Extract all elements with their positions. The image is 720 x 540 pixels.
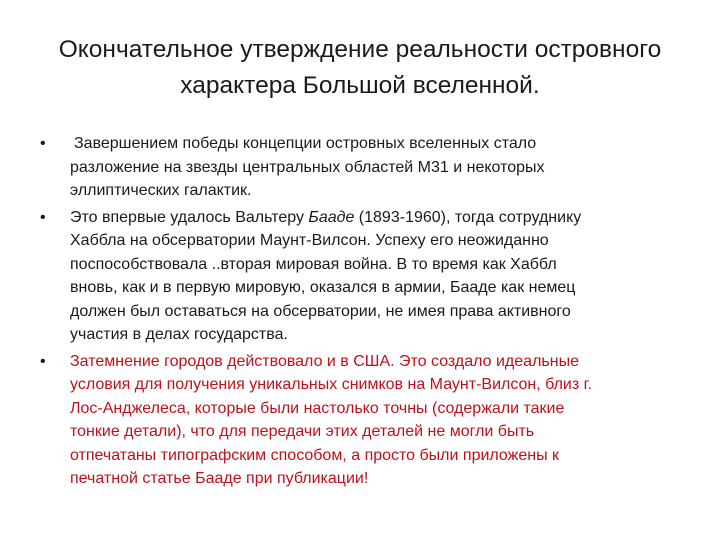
title-line-2: характера Большой вселенной.: [180, 72, 540, 99]
bullet-3-line-5: отпечатаны типографским способом, а просто были приложены к: [70, 446, 560, 464]
bullet-icon: •: [40, 352, 46, 370]
bullet-2-line-4: вновь, как и в первую мировую, оказался в армии, Бааде как немец: [70, 279, 576, 296]
bullet-item-3: [40, 350, 680, 491]
bullet-icon: •: [40, 135, 46, 152]
bullet-3-line-3: Лос-Анджелеса, которые были настолько точны (содержали такие: [70, 399, 565, 417]
baade-name-italic: Бааде: [308, 208, 355, 226]
bullet-1-line-1: Завершением победы концепции островных вселенных стало: [74, 135, 537, 152]
bullet-list: [40, 132, 680, 494]
bullet-3-line-1: Затемнение городов действовало и в США. Это создало идеальные: [70, 352, 579, 370]
bullet-2-line-3: поспособствовала ..вторая мировая война. В то время как Хаббл: [70, 255, 557, 273]
bullet-item-2: [40, 206, 680, 347]
bullet-2-line-1: [70, 206, 680, 230]
bullet-icon: •: [40, 208, 46, 226]
bullet-1-line-2: разложение на звезды центральных областей М31 и некоторых: [70, 158, 545, 176]
bullet-1-line-3: эллиптических галактик.: [70, 182, 252, 199]
bullet-2-line-2: Хаббла на обсерватории Маунт-Вилсон. Успеху его неожиданно: [70, 232, 549, 249]
bullet-2-line-1-end: (1893-1960), тогда сотруднику: [354, 208, 582, 226]
bullet-2-line-6: участия в делах государства.: [70, 326, 288, 343]
bullet-3-line-6: печатной статье Бааде при публикации!: [70, 470, 369, 487]
bullet-item-1: [40, 132, 680, 203]
bullet-3-line-2: условия для получения уникальных снимков на Маунт-Вилсон, близ г.: [70, 376, 592, 393]
bullet-2-line-5: должен был оставаться на обсерватории, не имея права активного: [70, 302, 571, 320]
title-line-1: Окончательное утверждение реальности островного: [58, 36, 662, 63]
bullet-2-line-1-start: Это впервые удалось Вальтеру: [70, 208, 309, 226]
slide-title: [40, 32, 680, 104]
bullet-3-line-4: тонкие детали), что для передачи этих деталей не могли быть: [70, 423, 535, 440]
